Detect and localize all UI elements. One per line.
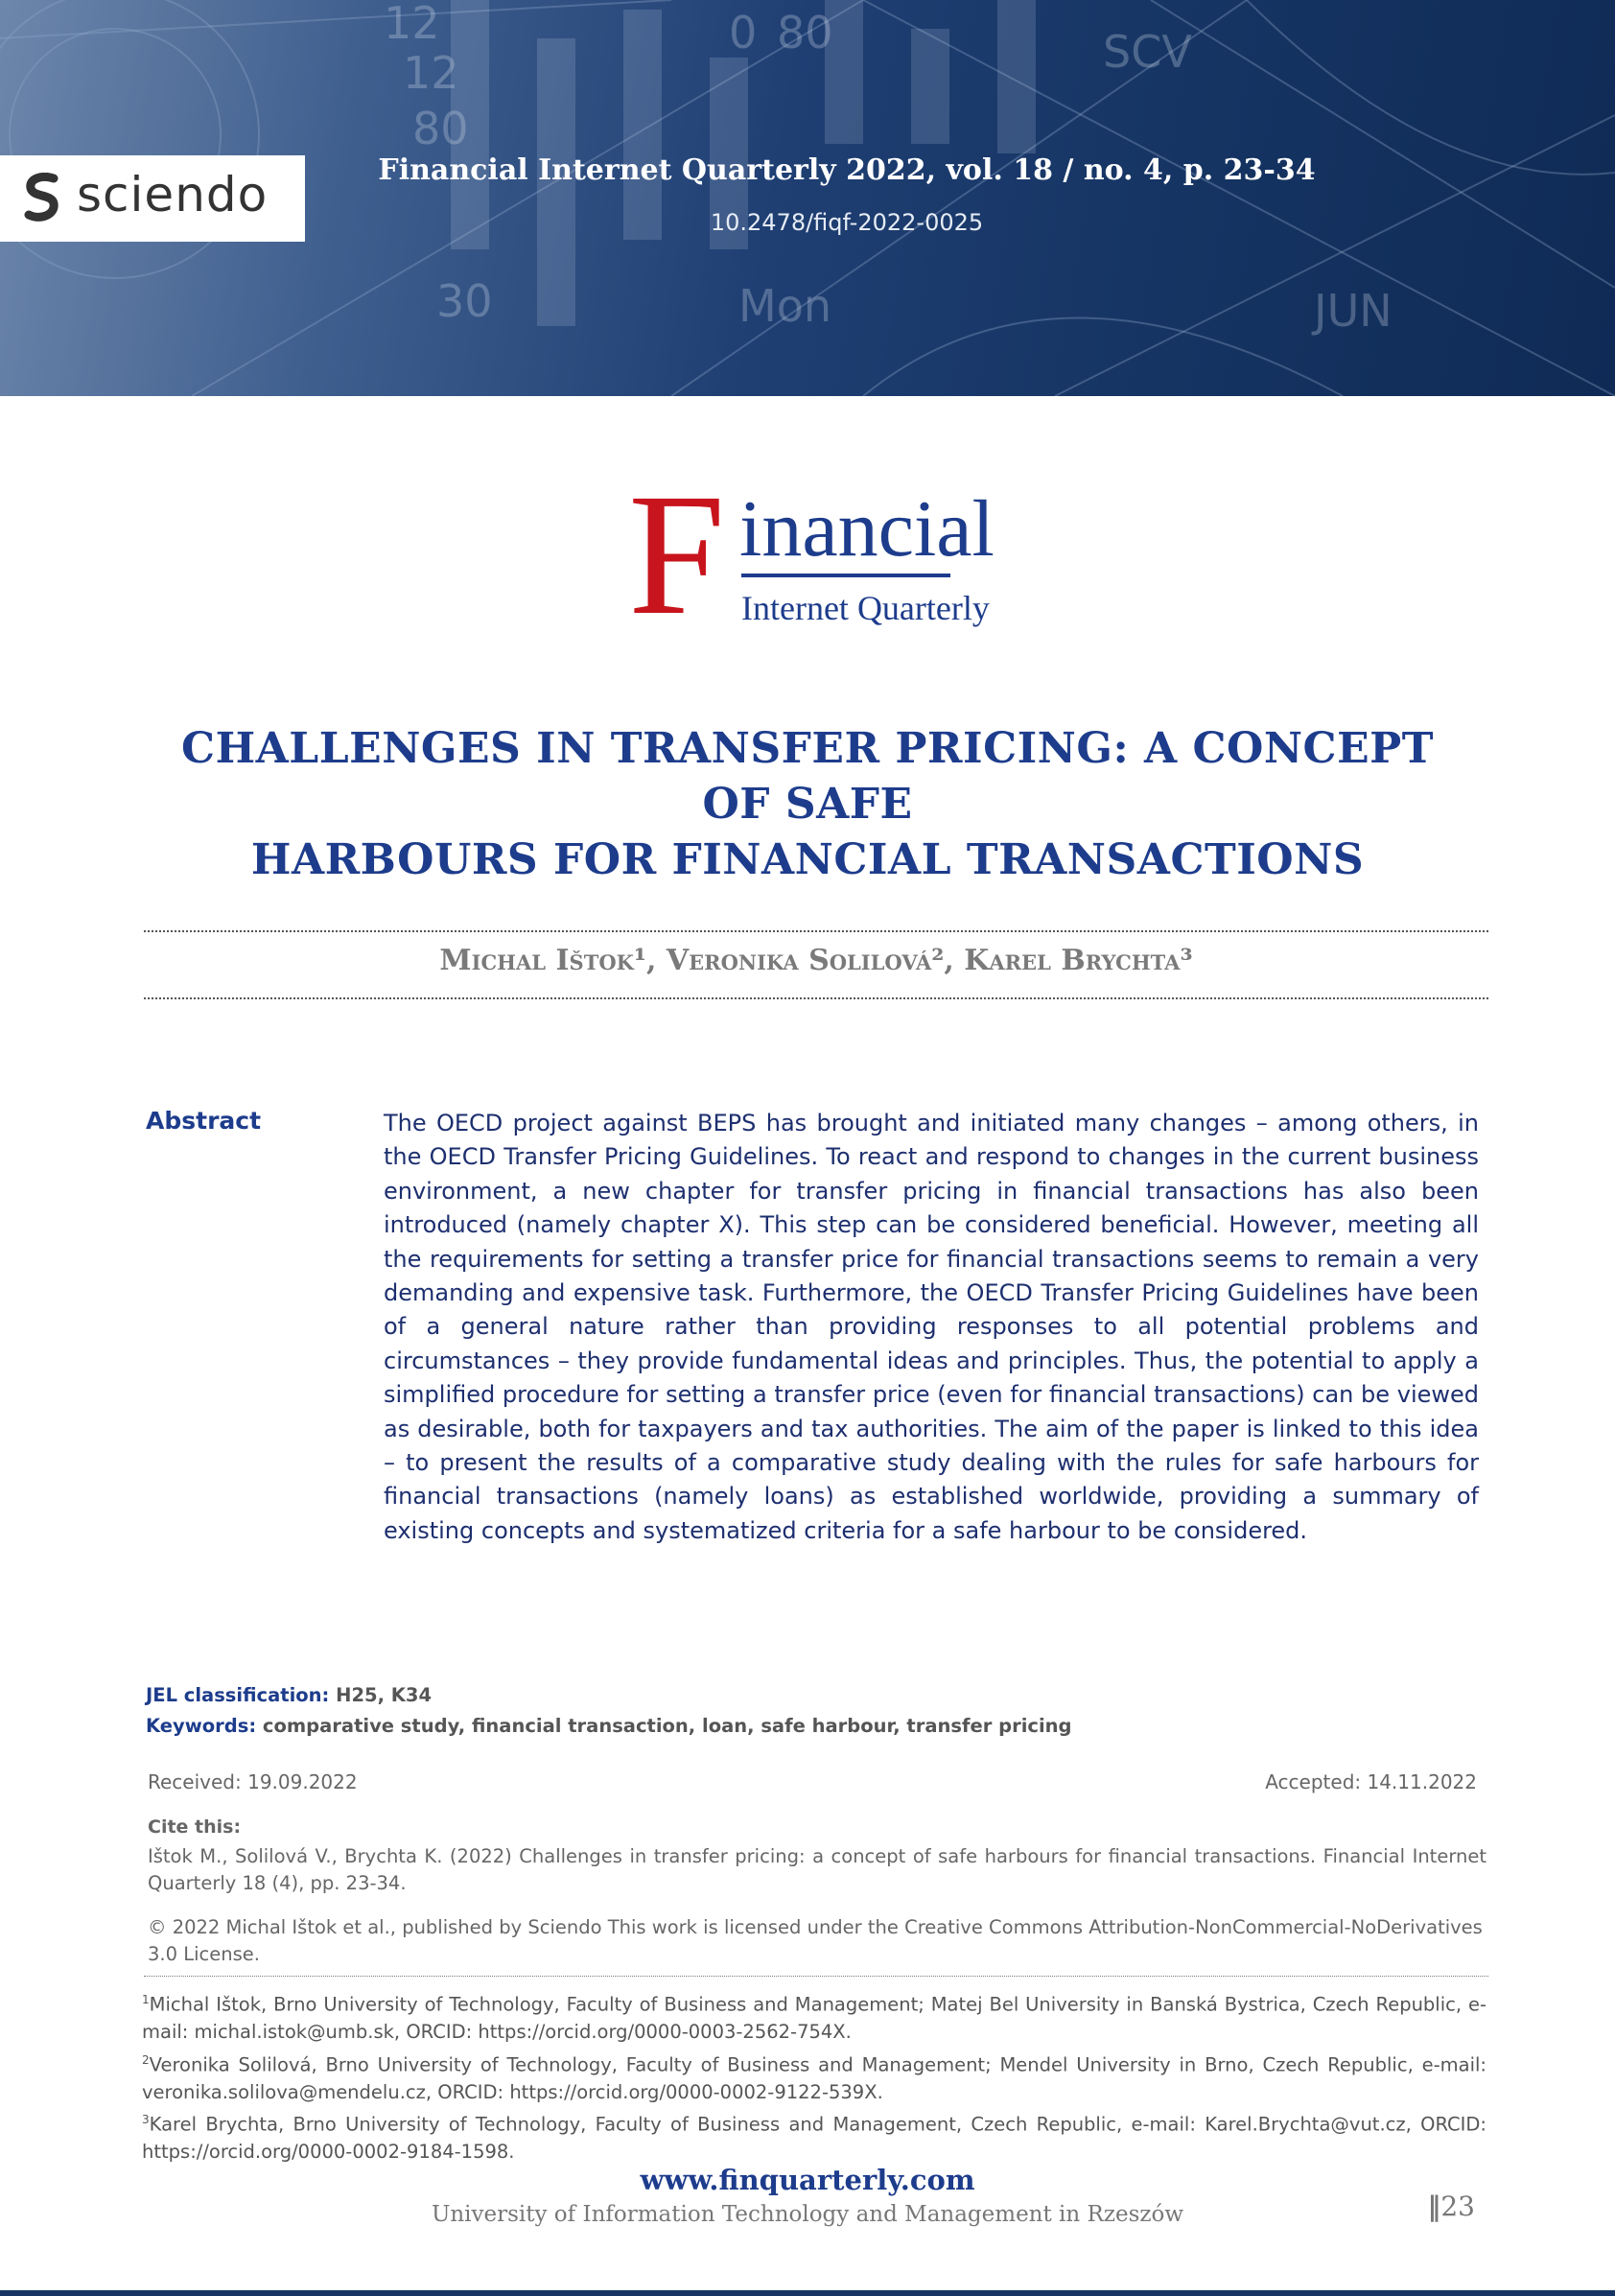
footnote-2: $^2$Veronika Solilová, Brno University of Technology, Faculty of Business and Management; Mendel University in Brno, Czech Republic, e-mail: veronika.solilova@mendelu.cz, ORCID: https://orcid.org/0000-0002-9122-539X. [142,2052,1486,2103]
footnote-3: $^3$Karel Brychta, Brno University of Technology, Faculty of Business and Management, Czech Republic, e-mail: Karel.Brychta@vut.cz, ORCID: https://orcid.org/0000-0002-9184-1598. [142,2113,1486,2164]
svg-text:12: 12 [384,0,440,49]
page-number: ‖23 [1427,2191,1475,2222]
svg-text:30: 30 [436,275,493,327]
author-footnotes [142,1986,1486,2167]
citation-text: Ištok M., Solilová V., Brychta K. (2022) Challenges in transfer pricing: a concept of safe harbours for financial transactions. Financial Internet Quarterly 18 (4), pp. 23-34. [148,1845,1486,1894]
svg-text:80: 80 [412,103,469,154]
header-banner [0,0,1615,396]
article-title-line-1: CHALLENGES IN TRANSFER PRICING: A CONCEPT OF SAFE [181,724,1434,829]
author-list: Michal Ištok¹, Veronika Solilová², Karel Brychta³ [439,944,1193,977]
masthead-rule [741,574,950,577]
article-title [144,721,1471,888]
svg-text:0: 0 [729,7,758,59]
jel-value: H25, K34 [336,1684,433,1706]
accepted-date: Accepted: 14.11.2022 [1265,1770,1477,1793]
publisher-university: University of Information Technology and Management in Rzeszów [431,2202,1184,2227]
svg-text:80: 80 [777,7,833,59]
article-title-line-2: HARBOURS FOR FINANCIAL TRANSACTIONS [250,835,1365,884]
keywords-value: comparative study, financial transaction, loan, safe harbour, transfer pricing [262,1715,1072,1737]
masthead-subtitle: Internet Quarterly [741,589,990,627]
abstract-heading: Abstract [146,1107,262,1135]
keywords: Keywords: comparative study, financial transaction, loan, safe harbour, transfer pricing [146,1715,1072,1737]
masthead-initial: F [628,458,726,651]
abstract-text: The OECD project against BEPS has brought and initiated many changes – among others, in the OECD Transfer Pricing Guidelines. To react and respond to changes in the current business environment, a new chapter for transfer pricing in financial transactions has also been introduced (namely chapter X). This step can be considered beneficial. However, meeting all the requirements for setting a transfer price for financial transactions seems to remain a very demanding and expensive task. Furthermore, the OECD Transfer Pricing Guidelines have been of a general nature rather than providing responses to all potential problems and circumstances – they provide fundamental ideas and principles. Thus, the potential to apply a simplified procedure for setting a transfer price (even for financial transactions) can be viewed as desirable, both for taxpayers and tax authorities. The aim of the paper is linked to this idea – to present the results of a comparative study dealing with the rules for safe harbours for financial transactions (namely loans) as established worldwide, providing a summary of existing concepts and systematized criteria for a safe harbour to be considered. [384,1110,1479,1544]
license-text: © 2022 Michal Ištok et al., published by Sciendo This work is licensed under the Creative Commons Attribution-NonCommercial-NoDerivatives 3.0 License. [148,1916,1483,1965]
sciendo-s-icon [23,173,61,226]
received-date: Received: 19.09.2022 [148,1770,358,1793]
jel-label: JEL classification [146,1684,322,1706]
journal-website-link[interactable]: www.finquarterly.com [640,2164,975,2196]
authors-top-divider [144,930,1488,932]
sciendo-logo-text: sciendo [77,167,269,223]
masthead-word: inancial [739,484,995,574]
svg-text:SCV: SCV [1103,26,1192,78]
footnote-1: $^1$Michal Ištok, Brno University of Technology, Faculty of Business and Management; Matej Bel University in Banská Bystrica, Czech Republic, e-mail: michal.istok@umb.sk, ORCID: https://orcid.org/0000-0003-2562-754X. [142,1993,1486,2044]
svg-text:12: 12 [403,47,459,99]
journal-citation-line: Financial Internet Quarterly 2022, vol. 18 / no. 4, p. 23-34 [378,153,1316,187]
cite-heading: Cite this: [148,1816,242,1838]
footnote-divider [144,1976,1488,1977]
journal-masthead-logo [628,458,1012,651]
keywords-label: Keywords [146,1715,249,1737]
sciendo-logo[interactable] [0,155,305,242]
bottom-border-bar [0,2290,1615,2296]
authors-bottom-divider [144,997,1488,999]
svg-text:Mon: Mon [738,280,831,332]
jel-classification: JEL classification: H25, K34 [146,1684,433,1706]
svg-text:JUN: JUN [1314,285,1393,337]
doi-link[interactable]: 10.2478/fiqf-2022-0025 [710,209,984,236]
